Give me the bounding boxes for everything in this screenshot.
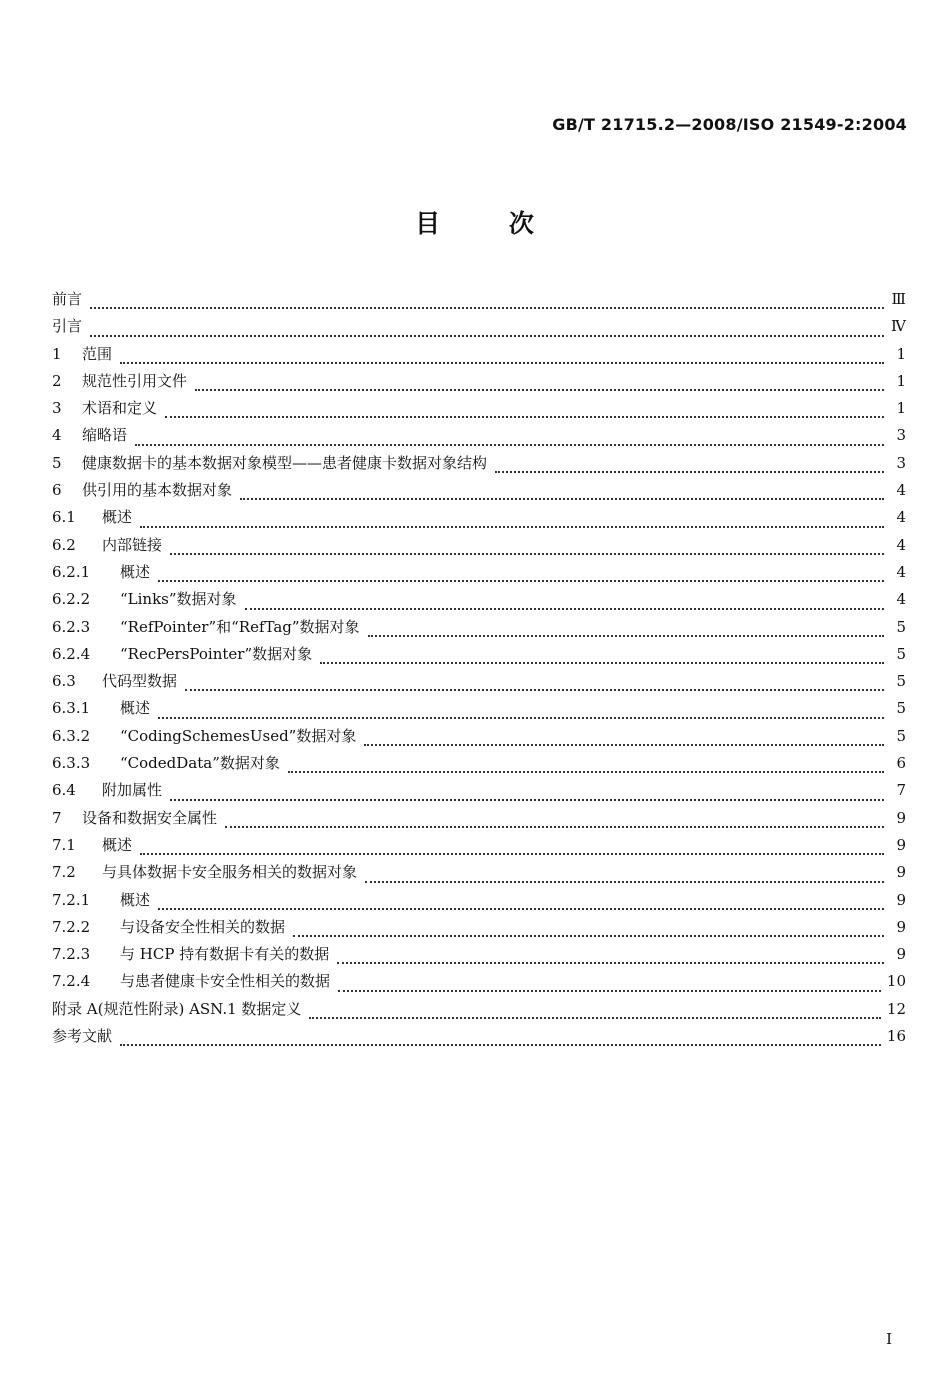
toc-entry[interactable] bbox=[52, 695, 906, 722]
toc-leader-dots bbox=[288, 770, 884, 773]
toc-entry-page: 9 bbox=[896, 808, 906, 827]
toc-entry-label: 健康数据卡的基本数据对象模型——患者健康卡数据对象结构 bbox=[82, 453, 488, 472]
toc-entry[interactable] bbox=[52, 641, 906, 668]
toc-entry-page: 5 bbox=[896, 699, 906, 718]
toc-entry[interactable] bbox=[52, 477, 906, 504]
toc-entry-page: Ⅳ bbox=[891, 317, 906, 336]
toc-entry[interactable] bbox=[52, 532, 906, 559]
toc-leader-dots bbox=[90, 306, 884, 309]
toc-leader-dots bbox=[185, 688, 884, 691]
toc-entry-label: 范围 bbox=[82, 344, 113, 363]
toc-entry-number: 6.2.2 bbox=[52, 590, 91, 609]
toc-entry-label: 术语和定义 bbox=[82, 399, 158, 418]
toc-entry-number: 7.2.3 bbox=[52, 945, 91, 964]
toc-entry-page: 6 bbox=[896, 754, 906, 773]
toc-entry-page: 1 bbox=[896, 371, 906, 390]
toc-entry-label: 概述 bbox=[102, 835, 133, 854]
toc-entry-page: 5 bbox=[896, 726, 906, 745]
table-of-contents bbox=[52, 286, 906, 1050]
toc-entry-label: 缩略语 bbox=[82, 426, 128, 445]
toc-leader-dots bbox=[338, 989, 881, 992]
toc-entry-number: 7.1 bbox=[52, 835, 76, 854]
toc-entry-number: 7.2.1 bbox=[52, 890, 91, 909]
toc-leader-dots bbox=[195, 388, 884, 391]
toc-entry-page: 5 bbox=[896, 672, 906, 691]
toc-entry-label: 参考文献 bbox=[52, 1027, 113, 1046]
toc-entry-page: 7 bbox=[896, 781, 906, 800]
toc-entry[interactable] bbox=[52, 422, 906, 449]
toc-entry-label: 与设备安全性相关的数据 bbox=[120, 917, 286, 936]
toc-entry-page: 4 bbox=[896, 481, 906, 500]
toc-entry-number: 6.3.2 bbox=[52, 726, 91, 745]
toc-entry-number: 7.2.4 bbox=[52, 972, 91, 991]
toc-entry-page: 1 bbox=[896, 399, 906, 418]
toc-entry-number: 6.3.3 bbox=[52, 754, 91, 773]
toc-entry-number: 6 bbox=[52, 481, 62, 500]
toc-leader-dots bbox=[364, 743, 884, 746]
toc-leader-dots bbox=[165, 415, 884, 418]
toc-entry-number: 3 bbox=[52, 399, 62, 418]
toc-entry-number: 6.3.1 bbox=[52, 699, 91, 718]
toc-entry-page: 4 bbox=[896, 590, 906, 609]
toc-entry-number: 2 bbox=[52, 371, 62, 390]
toc-entry[interactable] bbox=[52, 504, 906, 531]
toc-entry-page: 9 bbox=[896, 863, 906, 882]
toc-entry-label: 概述 bbox=[120, 699, 151, 718]
toc-entry-label: 前言 bbox=[52, 290, 83, 308]
toc-entry-page: 12 bbox=[886, 999, 906, 1018]
toc-leader-dots bbox=[90, 334, 884, 337]
toc-entry-label: 引言 bbox=[52, 317, 83, 336]
toc-entry[interactable] bbox=[52, 368, 906, 395]
toc-entry-page: 9 bbox=[896, 835, 906, 854]
toc-entry-number: 7 bbox=[52, 808, 62, 827]
toc-entry-page: 3 bbox=[896, 453, 906, 472]
toc-entry-page: 9 bbox=[896, 917, 906, 936]
toc-leader-dots bbox=[158, 907, 884, 910]
toc-entry[interactable] bbox=[52, 832, 906, 859]
toc-entry-page: 5 bbox=[896, 644, 906, 663]
toc-leader-dots bbox=[140, 525, 884, 528]
toc-leader-dots bbox=[293, 934, 884, 937]
toc-entry-page: 4 bbox=[896, 562, 906, 581]
toc-leader-dots bbox=[135, 443, 884, 446]
toc-entry[interactable] bbox=[52, 1023, 906, 1050]
toc-entry-page: 4 bbox=[896, 535, 906, 554]
toc-entry[interactable] bbox=[52, 996, 906, 1023]
toc-entry[interactable] bbox=[52, 968, 906, 995]
toc-entry[interactable] bbox=[52, 777, 906, 804]
toc-leader-dots bbox=[120, 361, 884, 364]
toc-entry-label: “RefPointer”和“RefTag”数据对象 bbox=[120, 617, 360, 636]
toc-entry-page: 1 bbox=[896, 344, 906, 363]
toc-leader-dots bbox=[320, 661, 884, 664]
toc-entry-page: 16 bbox=[886, 1027, 906, 1046]
toc-entry-number: 6.4 bbox=[52, 781, 76, 800]
toc-entry[interactable] bbox=[52, 313, 906, 340]
toc-entry-label: “Links”数据对象 bbox=[120, 590, 237, 609]
toc-entry-page: 4 bbox=[896, 508, 906, 527]
toc-leader-dots bbox=[170, 798, 884, 801]
toc-entry-label: 附加属性 bbox=[102, 781, 163, 800]
toc-entry[interactable] bbox=[52, 941, 906, 968]
toc-entry-number: 1 bbox=[52, 344, 62, 363]
toc-entry-label: 概述 bbox=[120, 890, 151, 909]
toc-entry-label: 与具体数据卡安全服务相关的数据对象 bbox=[102, 863, 358, 882]
toc-entry-page: 3 bbox=[896, 426, 906, 445]
toc-entry-number: 6.3 bbox=[52, 672, 76, 691]
toc-entry-label: 内部链接 bbox=[102, 535, 163, 554]
toc-entry[interactable] bbox=[52, 668, 906, 695]
toc-entry[interactable] bbox=[52, 341, 906, 368]
toc-leader-dots bbox=[240, 497, 884, 500]
toc-entry-label: 供引用的基本数据对象 bbox=[82, 481, 233, 500]
toc-leader-dots bbox=[337, 961, 884, 964]
toc-entry-label: 设备和数据安全属性 bbox=[82, 808, 218, 827]
standard-code: GB/T 21715.2—2008/ISO 21549-2:2004 bbox=[552, 115, 907, 134]
toc-entry[interactable] bbox=[52, 914, 906, 941]
toc-entry[interactable] bbox=[52, 450, 906, 477]
toc-entry-number: 7.2.2 bbox=[52, 917, 91, 936]
toc-entry-page: 5 bbox=[896, 617, 906, 636]
toc-leader-dots bbox=[368, 634, 884, 637]
toc-entry-label: “CodingSchemesUsed”数据对象 bbox=[120, 726, 357, 745]
toc-entry[interactable] bbox=[52, 887, 906, 914]
toc-entry[interactable] bbox=[52, 750, 906, 777]
toc-leader-dots bbox=[140, 852, 884, 855]
toc-entry-page: 9 bbox=[896, 890, 906, 909]
toc-entry-label: 与 HCP 持有数据卡有关的数据 bbox=[120, 945, 330, 964]
toc-entry[interactable] bbox=[52, 614, 906, 641]
toc-entry-page: 9 bbox=[896, 945, 906, 964]
toc-entry-label: “CodedData”数据对象 bbox=[120, 754, 280, 773]
toc-leader-dots bbox=[309, 1016, 880, 1019]
toc-entry-label: “RecPersPointer”数据对象 bbox=[120, 644, 313, 663]
toc-entry[interactable] bbox=[52, 723, 906, 750]
toc-entry-label: 附录 A(规范性附录) ASN.1 数据定义 bbox=[52, 999, 302, 1018]
toc-entry-label: 概述 bbox=[102, 508, 133, 527]
toc-entry-number: 5 bbox=[52, 453, 62, 472]
toc-leader-dots bbox=[170, 552, 884, 555]
toc-entry[interactable] bbox=[52, 586, 906, 613]
toc-leader-dots bbox=[245, 607, 884, 610]
toc-entry-label: 与患者健康卡安全性相关的数据 bbox=[120, 972, 331, 991]
toc-entry[interactable] bbox=[52, 859, 906, 886]
toc-leader-dots bbox=[158, 716, 884, 719]
toc-entry-label: 规范性引用文件 bbox=[82, 371, 188, 390]
toc-leader-dots bbox=[225, 825, 884, 828]
toc-entry-number: 7.2 bbox=[52, 863, 76, 882]
page-title: 目 次 bbox=[415, 209, 535, 238]
toc-entry[interactable] bbox=[52, 286, 906, 313]
toc-entry-number: 4 bbox=[52, 426, 62, 445]
toc-entry-label: 概述 bbox=[120, 562, 151, 581]
toc-leader-dots bbox=[158, 579, 884, 582]
toc-entry[interactable] bbox=[52, 559, 906, 586]
toc-entry-number: 6.1 bbox=[52, 508, 76, 527]
page-number: I bbox=[886, 1330, 892, 1348]
toc-entry[interactable] bbox=[52, 805, 906, 832]
toc-entry[interactable] bbox=[52, 395, 906, 422]
toc-entry-page: 10 bbox=[886, 972, 906, 991]
toc-entry-label: 代码型数据 bbox=[102, 672, 178, 691]
toc-leader-dots bbox=[120, 1043, 881, 1046]
toc-entry-number: 6.2.3 bbox=[52, 617, 91, 636]
toc-entry-page: Ⅲ bbox=[891, 290, 906, 308]
toc-entry-number: 6.2.1 bbox=[52, 562, 91, 581]
toc-leader-dots bbox=[495, 470, 884, 473]
toc-leader-dots bbox=[365, 880, 884, 883]
toc-entry-number: 6.2 bbox=[52, 535, 76, 554]
toc-entry-number: 6.2.4 bbox=[52, 644, 91, 663]
